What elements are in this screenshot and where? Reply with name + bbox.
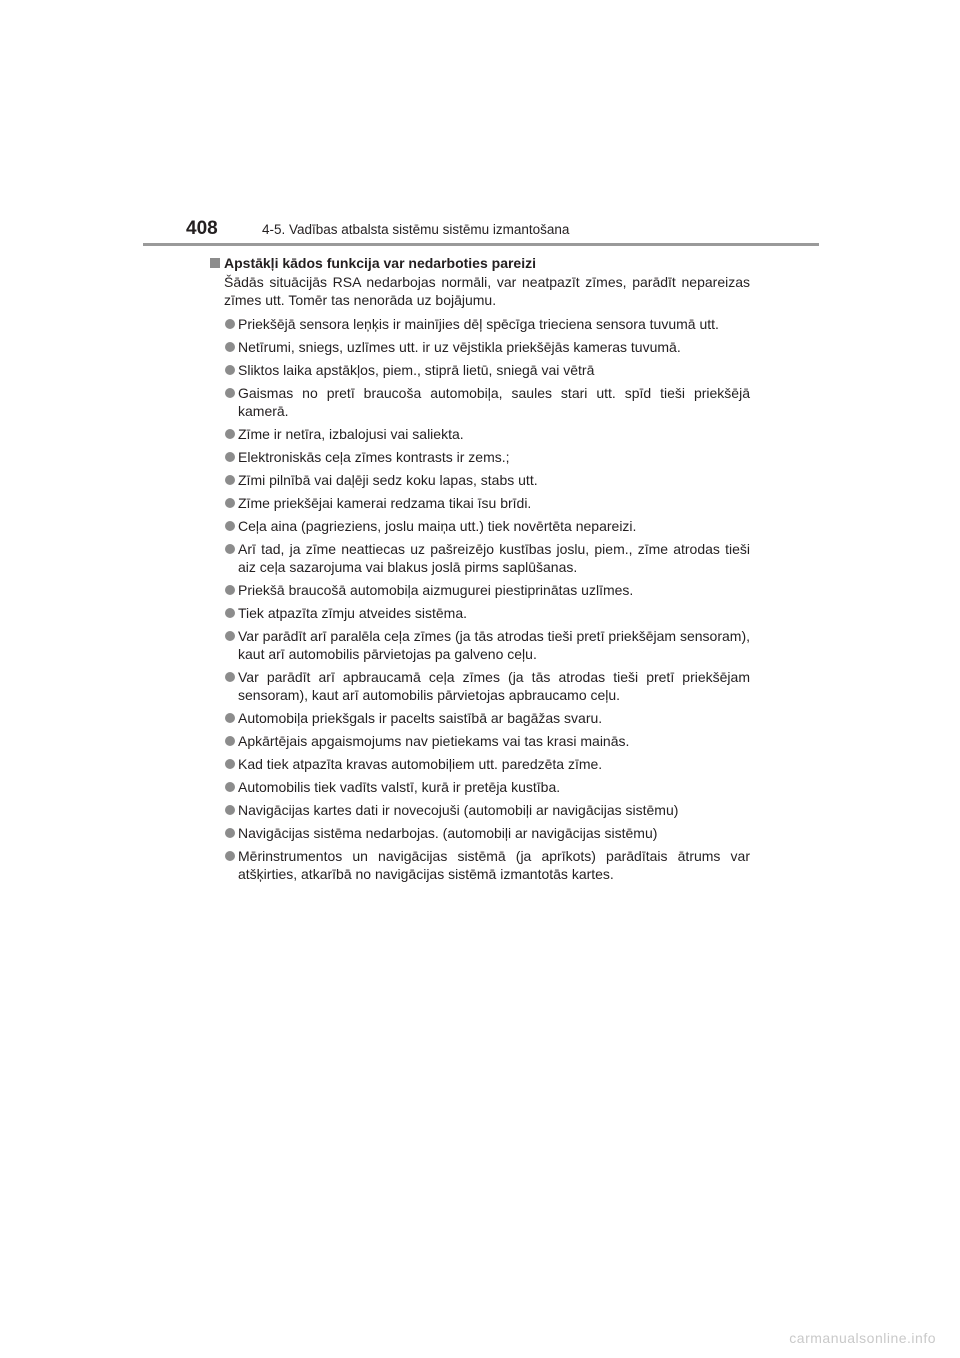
circle-bullet-icon (225, 585, 235, 595)
circle-bullet-icon (225, 475, 235, 485)
list-item-text: Mērinstrumentos un navigācijas sistēmā (ja aprīkots) parādītais ātrums var atšķirties, atkarībā no navigācijas sistēmā izmantotās kartes. (238, 848, 750, 882)
header-divider (143, 243, 819, 246)
page-number: 408 (186, 218, 218, 239)
list-item (210, 361, 750, 379)
page-header (0, 0, 960, 250)
list-item (210, 315, 750, 333)
circle-bullet-icon (225, 388, 235, 398)
circle-bullet-icon (225, 429, 235, 439)
list-item-text: Priekšējā sensora leņķis ir mainījies dēļ spēcīga trieciena sensora tuvumā utt. (238, 316, 719, 332)
list-item (210, 448, 750, 466)
conditions-list (210, 315, 750, 883)
list-item (210, 824, 750, 842)
list-item (210, 494, 750, 512)
list-item (210, 732, 750, 750)
list-item-text: Gaismas no pretī braucoša automobiļa, saules stari utt. spīd tieši priekšējā kamerā. (238, 385, 750, 419)
list-item (210, 668, 750, 704)
circle-bullet-icon (225, 851, 235, 861)
list-item-text: Automobilis tiek vadīts valstī, kurā ir pretēja kustība. (238, 779, 561, 795)
circle-bullet-icon (225, 498, 235, 508)
circle-bullet-icon (225, 342, 235, 352)
list-item-text: Zīme priekšējai kamerai redzama tikai īsu brīdi. (238, 495, 532, 511)
list-item-text: Var parādīt arī paralēla ceļa zīmes (ja tās atrodas tieši pretī priekšējam sensoram), kaut arī automobilis pārvietojas pa galveno ceļu. (238, 628, 750, 662)
circle-bullet-icon (225, 828, 235, 838)
list-item (210, 540, 750, 576)
list-item (210, 425, 750, 443)
list-item (210, 801, 750, 819)
circle-bullet-icon (225, 608, 235, 618)
list-item-text: Apkārtējais apgaismojums nav pietiekams vai tas krasi mainās. (238, 733, 630, 749)
list-item-text: Navigācijas sistēma nedarbojas. (automobiļi ar navigācijas sistēmu) (238, 825, 658, 841)
list-item (210, 847, 750, 883)
circle-bullet-icon (225, 452, 235, 462)
circle-bullet-icon (225, 544, 235, 554)
subheading (210, 254, 750, 273)
circle-bullet-icon (225, 713, 235, 723)
circle-bullet-icon (225, 782, 235, 792)
circle-bullet-icon (225, 736, 235, 746)
list-item-text: Navigācijas kartes dati ir novecojuši (automobiļi ar navigācijas sistēmu) (238, 802, 679, 818)
section-title: 4-5. Vadības atbalsta sistēmu sistēmu izmantošana (262, 222, 570, 237)
circle-bullet-icon (225, 365, 235, 375)
list-item-text: Tiek atpazīta zīmju atveides sistēma. (238, 605, 468, 621)
list-item (210, 604, 750, 622)
list-item-text: Var parādīt arī apbraucamā ceļa zīmes (ja tās atrodas tieši pretī priekšējam sensoram), kaut arī automobilis pārvietojas apbraucamo ceļu. (238, 669, 750, 703)
list-item-text: Arī tad, ja zīme neattiecas uz pašreizējo kustības joslu, piem., zīme atrodas tieši aiz ceļa sazarojuma vai blakus joslā pirms saplūšanas. (238, 541, 750, 575)
circle-bullet-icon (225, 319, 235, 329)
list-item (210, 517, 750, 535)
circle-bullet-icon (225, 759, 235, 769)
circle-bullet-icon (225, 672, 235, 682)
list-item-text: Netīrumi, sniegs, uzlīmes utt. ir uz vējstikla priekšējās kameras tuvumā. (238, 339, 681, 355)
circle-bullet-icon (225, 631, 235, 641)
watermark[interactable]: carmanualsonline.info (789, 1330, 936, 1346)
subheading-text: Apstākļi kādos funkcija var nedarboties pareizi (224, 255, 536, 271)
list-item-text: Ceļa aina (pagrieziens, joslu maiņa utt.) tiek novērtēta nepareizi. (238, 518, 637, 534)
list-item (210, 627, 750, 663)
content-column (210, 254, 750, 883)
list-item-text: Elektroniskās ceļa zīmes kontrasts ir zems.; (238, 449, 510, 465)
list-item (210, 778, 750, 796)
list-item-text: Automobiļa priekšgals ir pacelts saistībā ar bagāžas svaru. (238, 710, 603, 726)
list-item (210, 471, 750, 489)
circle-bullet-icon (225, 805, 235, 815)
circle-bullet-icon (225, 521, 235, 531)
list-item-text: Priekšā braucošā automobiļa aizmugurei piestiprinātas uzlīmes. (238, 582, 634, 598)
list-item (210, 709, 750, 727)
list-item-text: Zīme ir netīra, izbalojusi vai saliekta. (238, 426, 464, 442)
list-item (210, 755, 750, 773)
intro-paragraph: Šādās situācijās RSA nedarbojas normāli, var neatpazīt zīmes, parādīt nepareizas zīmes utt. Tomēr tas nenorāda uz bojājumu. (224, 274, 750, 308)
list-item-text: Zīmi pilnībā vai daļēji sedz koku lapas, stabs utt. (238, 472, 538, 488)
list-item-text: Kad tiek atpazīta kravas automobiļiem utt. paredzēta zīme. (238, 756, 603, 772)
square-bullet-icon (210, 258, 220, 268)
list-item (210, 384, 750, 420)
list-item (210, 581, 750, 599)
list-item (210, 338, 750, 356)
list-item-text: Sliktos laika apstākļos, piem., stiprā lietū, sniegā vai vētrā (238, 362, 595, 378)
